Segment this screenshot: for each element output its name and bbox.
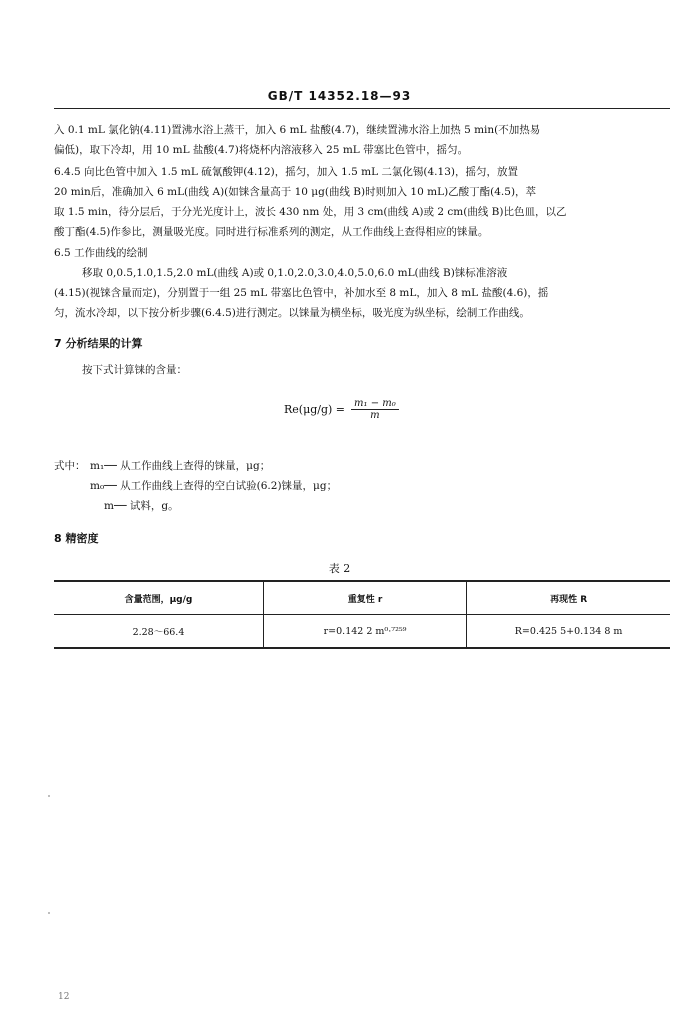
paragraph-line: 酸丁酯(4.5)作参比，测量吸光度。同时进行标准系列的测定，从工作曲线上查得相应的铼量。	[54, 226, 489, 238]
section-heading-7: 7 分析结果的计算	[54, 337, 143, 350]
scan-speck	[48, 795, 50, 797]
where-label: 式中：	[54, 460, 86, 472]
paragraph-line: 移取 0,0.5,1.0,1.5,2.0 mL(曲线 A)或 0,1.0,2.0,3.0,4.0,5.0,6.0 mL(曲线 B)铼标准溶液	[82, 267, 508, 279]
paragraph-line: (4.15)(视铼含量而定)，分别置于一组 25 mL 带塞比色管中，补加水至 8 mL，加入 8 mL 盐酸(4.6)，摇	[54, 287, 549, 299]
header-rule	[54, 108, 670, 109]
table-cell: r=0.142 2 m⁰·⁷²⁵⁹	[263, 615, 466, 649]
paragraph-line: 偏低)，取下冷却，用 10 mL 盐酸(4.7)将烧杯内溶液移入 25 mL 带塞比色管中，摇匀。	[54, 144, 469, 156]
subsection-heading-6-5: 6.5 工作曲线的绘制	[54, 247, 148, 259]
column-header: 重复性 r	[263, 581, 466, 615]
paragraph-line: 匀，流水冷却，以下按分析步骤(6.4.5)进行测定。以铼量为横坐标，吸光度为纵坐标，绘制工作曲线。	[54, 307, 530, 319]
table-header-row	[54, 581, 670, 615]
table-cell: 2.28～66.4	[132, 627, 185, 638]
where-item: m₁── 从工作曲线上查得的铼量，μg；	[90, 460, 271, 472]
where-item: m₀── 从工作曲线上查得的空白试验(6.2)铼量，μg；	[90, 480, 338, 492]
column-header: 含量范围，μg/g	[124, 594, 193, 605]
formula-numerator: m₁ − m₀	[351, 398, 399, 410]
paragraph-line: 入 0.1 mL 氯化钠(4.11)置沸水浴上蒸干，加入 6 mL 盐酸(4.7)，继续置沸水浴上加热 5 min(不加热易	[54, 124, 541, 136]
formula-intro: 按下式计算铼的含量：	[82, 364, 187, 376]
column-header: 再现性 R	[467, 581, 670, 615]
page-header: GB/T 14352.18—93	[267, 89, 412, 103]
formula-fraction	[351, 398, 399, 421]
formula-denominator: m	[370, 410, 380, 421]
table-caption: 表 2	[328, 562, 351, 575]
section-heading-8: 8 精密度	[54, 532, 99, 545]
paragraph-line: 6.4.5 向比色管中加入 1.5 mL 硫氰酸钾(4.12)，摇匀，加入 1.5 mL 二氯化锡(4.13)，摇匀，放置	[54, 166, 518, 178]
formula-lhs: Re(μg/g) =	[284, 403, 346, 416]
table-cell: R=0.425 5+0.134 8 m	[467, 615, 670, 649]
scan-speck	[48, 912, 50, 914]
formula	[284, 398, 399, 421]
paragraph-line: 20 min后，准确加入 6 mL(曲线 A)(如铼含量高于 10 μg(曲线 B)时则加入 10 mL)乙酸丁酯(4.5)，萃	[54, 186, 537, 198]
paragraph-line: 取 1.5 min，待分层后，于分光光度计上，波长 430 nm 处，用 3 cm(曲线 A)或 2 cm(曲线 B)比色皿，以乙	[54, 206, 567, 218]
precision-table	[54, 580, 670, 649]
where-item: m── 试料，g。	[104, 500, 179, 512]
page-number: 12	[58, 992, 70, 1002]
table-row	[54, 615, 670, 649]
